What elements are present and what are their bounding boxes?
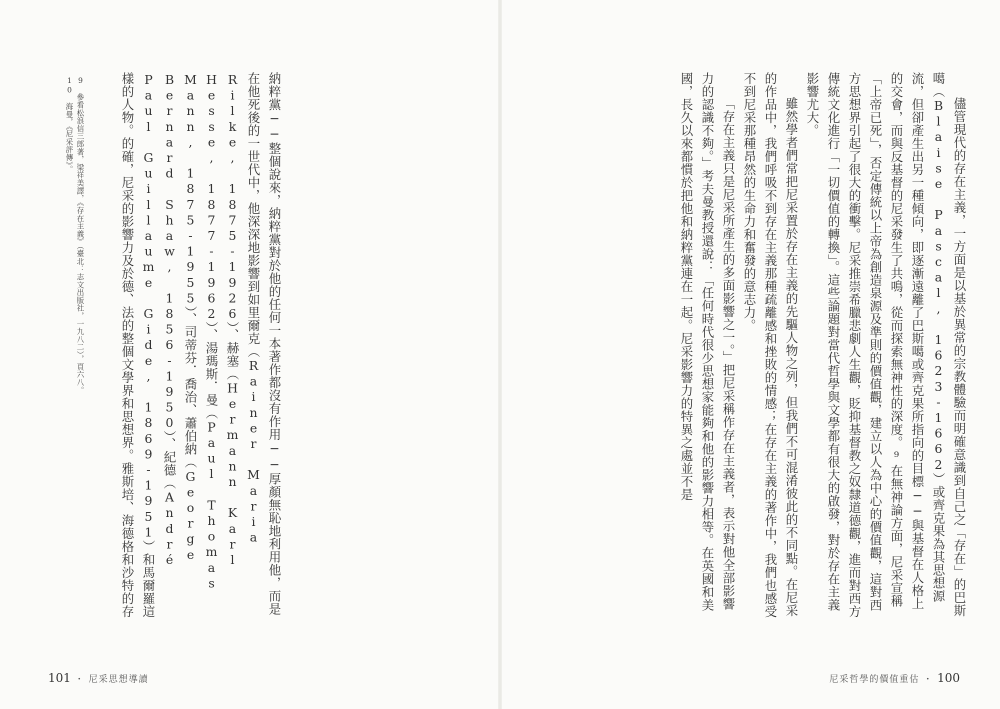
right-page — [500, 0, 1000, 709]
folio-separator: ・ — [74, 675, 85, 685]
footnote: 9 參看松浪信三郎著，梁祥美譯，《存在主義》（臺北：志文出版社，一九八二），頁六八。 — [76, 76, 85, 395]
right-folio — [829, 671, 960, 685]
left-folio — [48, 671, 149, 685]
paragraph: 儘管現代的存在主義，一方面是以基於異常的宗教體驗而明確意識到自己之「存在」的巴斯噶（Blaise Pascal, 1623-1662）或齊克果為其思想源流，但卻產生出另一種傾向，即逐漸遠離了巴斯噶或齊克果所指向的目標──與基督在人格上的交會，而與反基督的尼采發生了共鳴，從而探索無神性的深度。⁹在無神論方面，尼采宣稱「上帝已死」，否定傳統以上帝為創造泉源及準則的價值觀，建立以人為中心的價值觀，這對西方思想界引起了很大的衝擊。尼采推崇希臘悲劇人生觀，貶抑基督教之奴隸道德觀，進而對西方傳統文化進行「一切價值的轉換」。這些論題對當代哲學與文學都有很大的啟發，對於存在主義影響尤大。 — [805, 72, 967, 618]
paragraph: 雖然學者們常把尼采置於存在主義的先驅人物之列，但我們不可混淆彼此的不同點。在尼采的作品中，我們呼吸不到存在主義那種疏離感和挫敗的情感；在存在主義的著作中，我們也感受不到尼采那種昂然的生命力和奮發的意志力。 — [742, 72, 799, 618]
footnote: 10 海曼，《尼采評傳》。 — [65, 76, 74, 174]
folio-separator: ・ — [923, 675, 934, 685]
running-head: 尼采哲學的價值重估 — [829, 675, 920, 685]
paragraph: 納粹黨──整個說來，納粹黨對於他的任何一本著作都沒有作用──厚顏無恥地利用他，而是在他死後的一世代中，他深深地影響到如里爾克（Rainer Maria Rilke, 1875-1926）、赫塞（Hermann Karl Hesse, 1877-1962）、湯瑪斯．曼（Paul Thomas Mann, 1875-1955）、司蒂芬．喬治、蕭伯納（George Bernard Shaw, 1856-1950）、紀德（André Paul Guillaume Gide, 1869-1951）和馬爾羅這樣的人物。的確，尼采的影響力及於德、法的整個文學界和思想界。雅斯培、海德格和沙特的存 — [120, 72, 282, 618]
left-page-body — [115, 72, 285, 620]
page-number: 100 — [937, 671, 960, 685]
paragraph: 「存在主義只是尼采所產生的多面影響之一。」把尼采稱作存在主義者，表示對他全部影響力的認識不夠。」考夫曼教授還說：「任何時代很少思想家能夠和他的影響力相等。在英國和美國，長久以來都慣於把他和納粹黨連在一起。尼采影響力的特異之處並不是 — [679, 72, 736, 612]
footnotes — [58, 76, 86, 546]
running-head: 尼采思想導讀 — [88, 675, 149, 685]
page-number: 101 — [48, 671, 71, 685]
right-page-body — [580, 72, 970, 620]
